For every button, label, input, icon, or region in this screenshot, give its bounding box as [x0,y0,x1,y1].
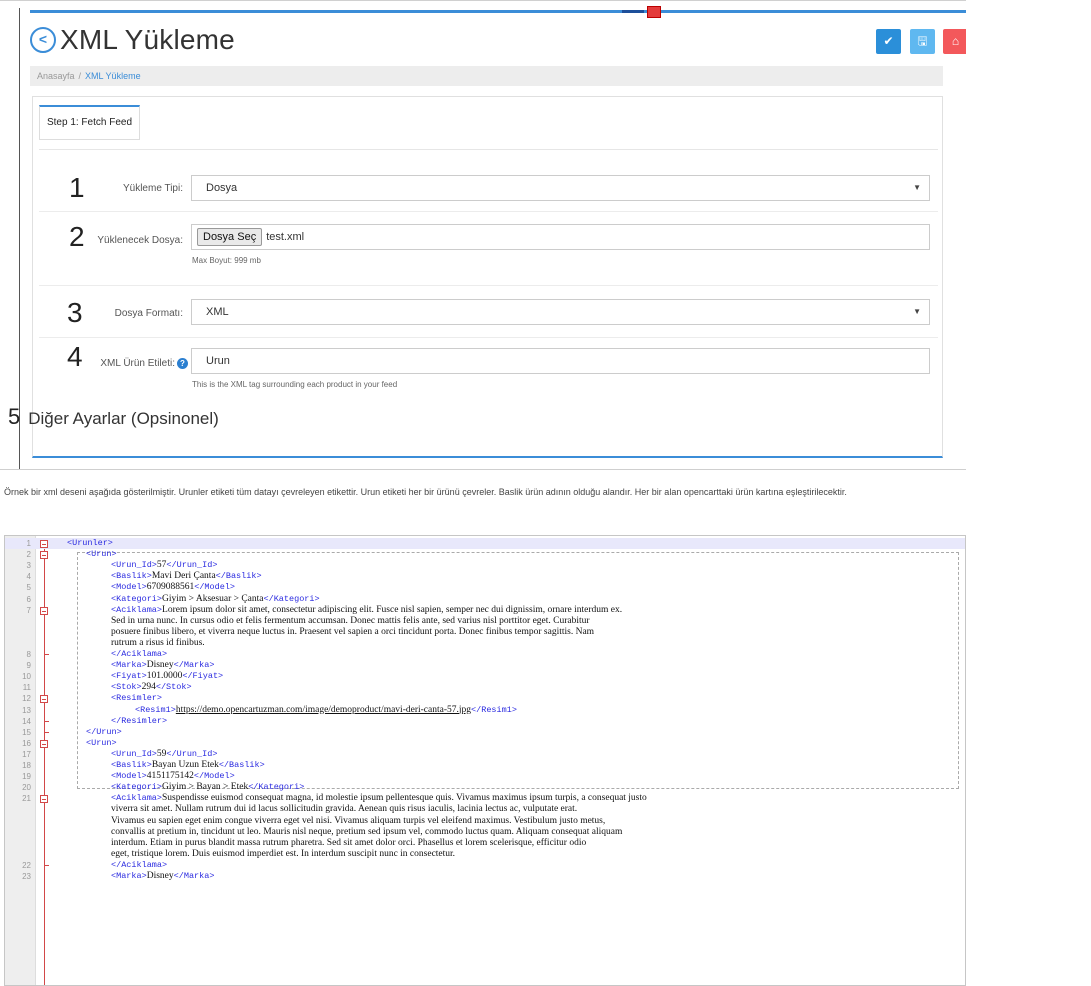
breadcrumb-home-link[interactable]: Anasayfa [37,71,75,81]
line-number: 5 [26,583,31,593]
code-line [5,705,966,716]
code-line [5,616,966,627]
line-number: 3 [26,561,31,571]
code-text [86,549,117,560]
home-button[interactable] [943,29,966,54]
code-text [86,727,122,738]
left-border-line [19,8,20,470]
code-text [111,582,235,593]
xml-tag: <Resimler> [111,693,163,704]
code-line [5,693,966,704]
row-divider [39,285,938,286]
row-divider [39,211,938,212]
window-top-border [0,0,966,1]
red-marker-icon [647,6,661,18]
code-text [135,705,517,716]
xml-close-tag: </Resim1> [471,704,517,715]
annotation-number-5: 5 [8,404,21,429]
xml-open-tag: <Urun_Id> [111,560,157,571]
xml-value: interdum. Etiam in purus blandit massa rutrum pharetra. Sed sit amet dolor orci. Phasellus et lorem scelerisque, efficitur odio [111,837,587,848]
fold-toggle-icon[interactable] [40,795,48,803]
xml-value: 4151175142 [146,771,194,782]
xml-open-tag: <Marka> [111,871,147,881]
xml-close-tag: </Marka> [173,660,215,671]
code-line [5,660,966,671]
xml-code-editor [4,535,966,986]
product-tag-help-text: This is the XML tag surrounding each product in your feed [192,380,398,389]
xml-open-tag: <Baslik> [111,760,152,770]
xml-value: 294 [141,682,156,693]
code-text [111,838,586,849]
xml-value: Sed in urna nunc. In cursus odio et felis fermentum accumsan. Donec mattis felis ante, sed varius nisl porttitor eget. Curabitur [111,615,590,626]
xml-close-tag: </Kategori> [248,782,305,793]
line-number: 9 [26,661,31,671]
xml-open-tag: <Baslik> [111,571,152,582]
file-format-label: Dosya Formatı: [114,308,183,319]
xml-value: Giyim > Bayan > Etek [162,782,249,793]
code-line [5,827,966,838]
xml-value: Disney [146,871,174,881]
code-text [111,782,304,793]
line-number: 16 [22,738,31,748]
code-text [111,760,265,771]
xml-tag: </Urun> [86,726,122,737]
code-line [5,571,966,582]
tab-step-1[interactable]: Step 1: Fetch Feed [39,105,140,140]
xml-value: viverra sit amet. Nullam rutrum dui id lacus sollicitudin gravida. Aenean quis risus iaculis, lacinia lectus ac, vulputate erat. [111,804,578,815]
fold-toggle-icon[interactable] [40,607,48,615]
code-text [111,716,167,727]
xml-value: 59 [156,748,167,759]
annotation-number-1: 1 [69,172,85,203]
code-line [5,538,966,549]
code-text [111,816,605,827]
code-text [111,627,594,638]
line-number: 4 [26,572,31,582]
breadcrumb [30,66,943,86]
xml-tag: <Urunler> [67,538,113,548]
line-number: 23 [22,872,31,881]
code-text [86,738,117,749]
code-line [5,682,966,693]
code-text [111,638,205,649]
xml-close-tag: </Baslik> [218,760,265,770]
xml-open-tag: <Kategori> [111,782,163,793]
breadcrumb-current: XML Yükleme [85,71,141,81]
line-number: 14 [22,716,31,726]
code-line [5,782,966,793]
app-screenshot-frame [0,0,966,470]
file-format-value: XML [206,306,229,318]
xml-tag: </Aciklama> [111,859,168,870]
home-icon: ⌂ [951,34,960,48]
line-number: 11 [22,683,31,693]
code-line [5,638,966,649]
upload-type-label: Yükleme Tipi: [122,183,183,194]
xml-value: posuere finibus libero, et viverra neque luctus in. Praesent vel sapien a orci tincidunt porta. Donec finibus tempor sagittis. Nam [111,626,595,637]
code-text [111,871,214,882]
code-text [111,616,590,627]
line-number: 21 [22,794,31,804]
code-line [5,771,966,782]
xml-open-tag: <Aciklama> [111,604,163,615]
code-line [5,760,966,771]
code-text [111,605,622,616]
fold-end-marker [44,721,49,722]
code-line [5,738,966,749]
page-title: XML Yükleme [60,24,235,55]
xml-value: Disney [146,660,174,671]
line-number: 13 [22,705,31,715]
breadcrumb-separator: / [78,71,82,81]
code-line [5,560,966,571]
xml-open-tag: <Model> [111,582,147,593]
xml-value: Suspendisse euismod consequat magna, id molestie ipsum pellentesque quis. Vivamus maximus ipsum turpis, a consequat justo [162,793,647,804]
xml-value: 6709088561 [146,582,195,593]
code-text [111,671,223,682]
upload-type-value: Dosya [206,182,238,194]
xml-open-tag: <Fiyat> [111,671,147,682]
code-text [111,560,217,571]
xml-open-tag: <Kategori> [111,593,163,604]
code-line [5,838,966,849]
code-line [5,804,966,815]
line-number: 1 [26,539,31,548]
code-line [5,816,966,827]
code-text [111,849,455,860]
code-line [5,582,966,593]
upload-type-select[interactable] [191,175,930,201]
code-line [5,716,966,727]
fold-toggle-icon[interactable] [40,740,48,748]
code-line [5,671,966,682]
xml-value: Bayan Uzun Etek [151,760,219,770]
line-number: 22 [22,860,31,870]
other-settings-label: Diğer Ayarlar (Opsinonel) [28,409,219,428]
xml-close-tag: </Baslik> [215,571,262,582]
xml-value: Vivamus eu sapien eget enim congue viverra eget vel nisi. Vivamus aliquam turpis vel eleifend maximus. Vestibulum justo metus, [111,815,606,826]
product-tag-label: XML Ürün Etileti: [100,358,175,370]
code-text [111,749,217,760]
fold-toggle-icon[interactable] [40,540,48,548]
save-button[interactable] [910,29,935,54]
code-text [111,649,167,660]
file-size-help-text: Max Boyut: 999 mb [192,256,261,265]
product-tag-label-wrap [88,358,188,369]
code-line [5,849,966,860]
code-text [111,804,577,815]
line-number: 10 [22,672,31,682]
xml-value: 101.0000 [146,671,183,682]
xml-close-tag: </Model> [193,771,235,782]
code-text [111,594,320,605]
code-text [111,660,214,671]
xml-close-tag: </Model> [194,582,236,593]
code-line [5,649,966,660]
description-text: Örnek bir xml deseni aşağıda gösterilmiştir. Urunler etiketi tüm datayı çevreleyen etikettir. Urun etiketi her bir ürünü çevreler. Baslik ürün adının olduğu alandır. Her bir alan opencarttaki ürün kartına eşleştirilecektir. [4,487,847,497]
code-line [5,749,966,760]
code-line [5,627,966,638]
fold-toggle-icon[interactable] [40,695,48,703]
xml-open-tag: <Aciklama> [111,793,163,804]
fold-end-marker [44,654,49,655]
line-number: 15 [22,727,31,737]
line-number: 19 [22,772,31,782]
xml-url-value[interactable]: https://demo.opencartuzman.com/image/demoproduct/mavi-deri-canta-57.jpg [175,704,472,715]
line-number: 8 [26,650,31,659]
code-line [5,605,966,616]
xml-close-tag: </Urun_Id> [166,748,218,759]
line-number: 12 [22,694,31,704]
xml-close-tag: </Stok> [155,682,192,693]
xml-value: Lorem ipsum dolor sit amet, consectetur adipiscing elit. Fusce nisl sapien, semper nec dui dignissim, ornare interdum ex. [162,604,623,615]
question-icon[interactable]: ? [177,358,188,369]
xml-value: eget, tristique lorem. Duis euismod imperdiet est. In interdum suscipit nunc in consectetur. [111,848,456,859]
xml-open-tag: <Resim1> [135,704,176,715]
check-icon: ✔ [883,34,894,48]
line-number: 6 [26,594,31,604]
code-text [111,571,262,582]
xml-tag: </Aciklama> [111,649,168,659]
xml-value: rutrum a risus id finibus. [111,637,205,648]
xml-open-tag: <Urun_Id> [111,748,157,759]
annotation-number-3: 3 [67,297,83,328]
top-accent-bar-segment [622,10,644,13]
product-tag-input[interactable] [191,348,930,374]
xml-open-tag: <Marka> [111,660,147,671]
fold-toggle-icon[interactable] [40,551,48,559]
chevron-down-icon: ▼ [913,307,921,316]
xml-tag: <Urun> [86,549,117,560]
line-number: 17 [22,749,31,759]
code-text [111,860,167,871]
line-number: 2 [26,550,31,560]
tab-divider [39,149,938,150]
file-input[interactable] [191,224,930,250]
choose-file-button[interactable]: Dosya Seç [197,228,262,246]
floppy-icon: 🖫 [917,34,928,48]
file-format-select[interactable] [191,299,930,325]
line-number: 7 [26,605,31,615]
fold-end-marker [44,732,49,733]
upload-file-label: Yüklenecek Dosya: [97,235,183,246]
code-text [111,682,192,693]
chevron-down-icon: ▼ [913,183,921,192]
line-number: 18 [22,761,31,770]
xml-open-tag: <Model> [111,771,147,782]
xml-tag: <Urun> [86,737,117,748]
xml-value: 57 [156,560,167,571]
xml-value: convallis at pretium in, tincidunt ut leo. Mauris nisl neque, pretium sed ipsum vel, commodo luctus quam. Aliquam consequat aliquam [111,826,623,837]
fold-end-marker [44,865,49,866]
product-tag-value: Urun [206,355,230,367]
other-settings-heading[interactable] [8,404,219,430]
xml-close-tag: </Kategori> [263,593,320,604]
file-name-text: test.xml [266,231,305,243]
xml-close-tag: </Urun_Id> [166,560,218,571]
code-line [5,594,966,605]
xml-value: Mavi Deri Çanta [151,571,216,582]
xml-close-tag: </Fiyat> [182,671,224,682]
xml-open-tag: <Stok> [111,682,142,693]
row-divider [39,337,938,338]
page-header [30,22,960,66]
code-line [5,793,966,804]
confirm-button[interactable] [876,29,901,54]
line-number: 20 [22,783,31,793]
code-text [67,538,113,549]
code-line [5,860,966,871]
xml-close-tag: </Marka> [173,871,215,881]
top-accent-bar [30,10,966,13]
code-text [111,693,162,704]
code-line [5,727,966,738]
code-line [5,871,966,882]
annotation-number-4: 4 [67,341,83,372]
annotation-number-2: 2 [69,221,85,252]
code-line [5,549,966,560]
code-text [111,827,622,838]
code-text [111,793,647,804]
xml-value: Giyim > Aksesuar > Çanta [162,593,264,604]
code-text [111,771,235,782]
xml-tag: </Resimler> [111,715,168,726]
clock-arrow-icon: < [30,27,56,53]
